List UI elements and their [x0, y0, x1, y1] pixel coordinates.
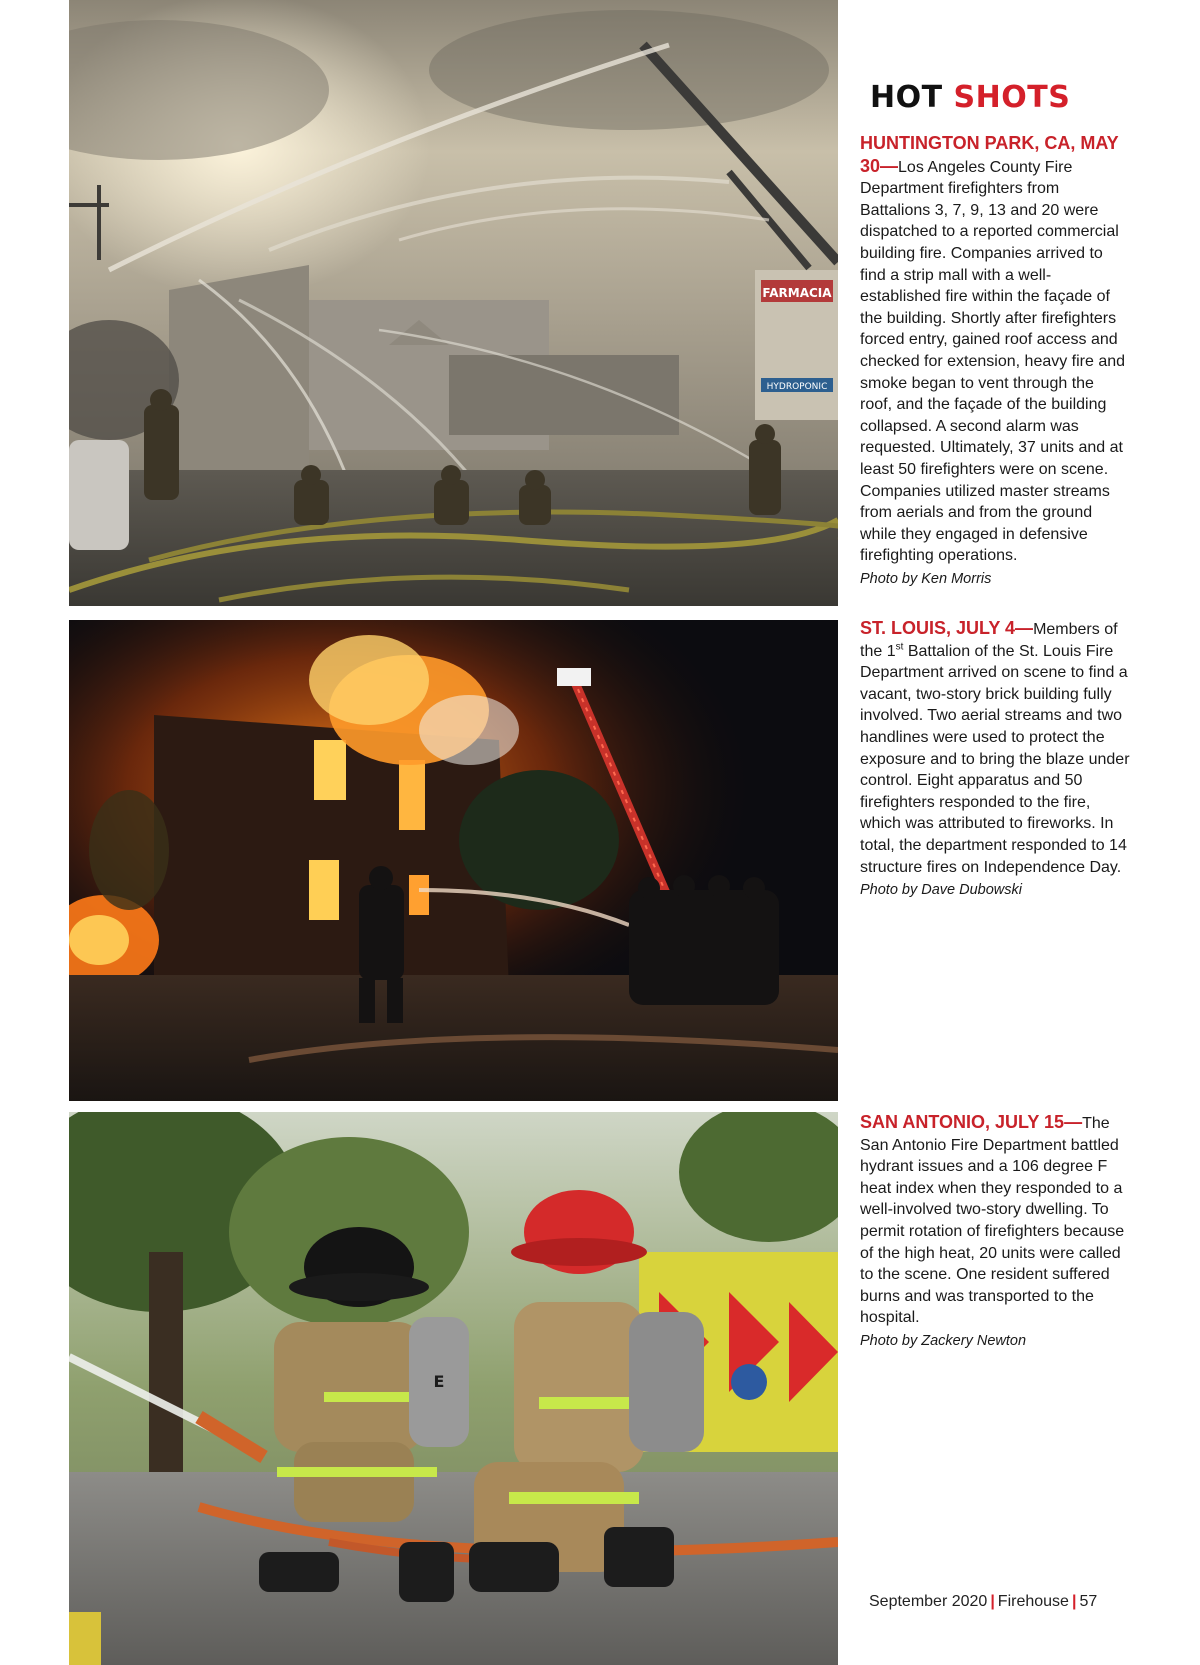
caption-body: The San Antonio Fire Department battled hydrant issues and a 106 degree F heat index when they responded to a well-involved two-story dwelling. To permit rotation of firefighters because of the high heat, 20 units were called to the scene. One resident suffered burns and was transported to the hospital. [860, 1115, 1125, 1327]
footer-month: September 2020 [869, 1593, 988, 1610]
caption-dateline: ST. LOUIS, JULY 4— [860, 618, 1034, 638]
photo-credit: Photo by Dave Dubowski [860, 882, 1022, 899]
footer-separator: | [990, 1593, 995, 1610]
caption-ordinal: st [895, 641, 904, 653]
photo-huntington-park-image [69, 0, 838, 606]
sign-hydroponic: HYDROPONIC [766, 382, 828, 392]
footer-page-number: 57 [1079, 1593, 1098, 1610]
caption-body: Members of the 1 [860, 621, 1118, 660]
photo-san-antonio-image [69, 1112, 838, 1665]
photo-huntington-park [69, 0, 838, 606]
photo-san-antonio [69, 1112, 838, 1665]
engine-badge: E [433, 1372, 445, 1391]
photo-st-louis [69, 620, 838, 1101]
caption-dateline: SAN ANTONIO, JULY 15— [860, 1112, 1083, 1132]
sign-farmacia: FARMACIA [762, 286, 832, 300]
caption-dateline: HUNTINGTON PARK, CA, MAY 30— [860, 133, 1119, 176]
caption-huntington-park [860, 133, 1130, 590]
caption-body-rest: Battalion of the St. Louis Fire Department arrived on scene to find a vacant, two-story brick building fully involved. Two aerial streams and two handlines were used to protect the exposure and to bring the blaze under control. Eight apparatus and 50 firefighters responded to the fire, which was attributed to fireworks. In total, the department responded to 14 structure fires on Independence Day. [860, 642, 1130, 876]
section-header-hot: HOT [870, 80, 943, 115]
section-header [870, 80, 1070, 115]
caption-san-antonio [860, 1112, 1130, 1353]
page-footer [869, 1593, 1097, 1611]
section-header-shots: SHOTS [953, 80, 1071, 115]
caption-st-louis [860, 618, 1130, 902]
footer-separator: | [1071, 1593, 1077, 1610]
caption-body: Los Angeles County Fire Department firefighters from Battalions 3, 7, 9, 13 and 20 were dispatched to a reported commercial building fire. Companies arrived to find a strip mall with a well-established fire within the façade of the building. Shortly after firefighters forced entry, gained roof access and checked for extension, heavy fire and smoke began to vent through the roof, and the façade of the building collapsed. A second alarm was requested. Ultimately, 37 units and at least 50 firefighters were on scene. Companies utilized master streams from aerials and from the ground while they engaged in defensive firefighting operations. [860, 158, 1126, 565]
photo-credit: Photo by Zackery Newton [860, 1332, 1027, 1349]
footer-magazine: Firehouse [997, 1593, 1069, 1610]
photo-credit: Photo by Ken Morris [860, 570, 992, 587]
photo-st-louis-image [69, 620, 838, 1101]
